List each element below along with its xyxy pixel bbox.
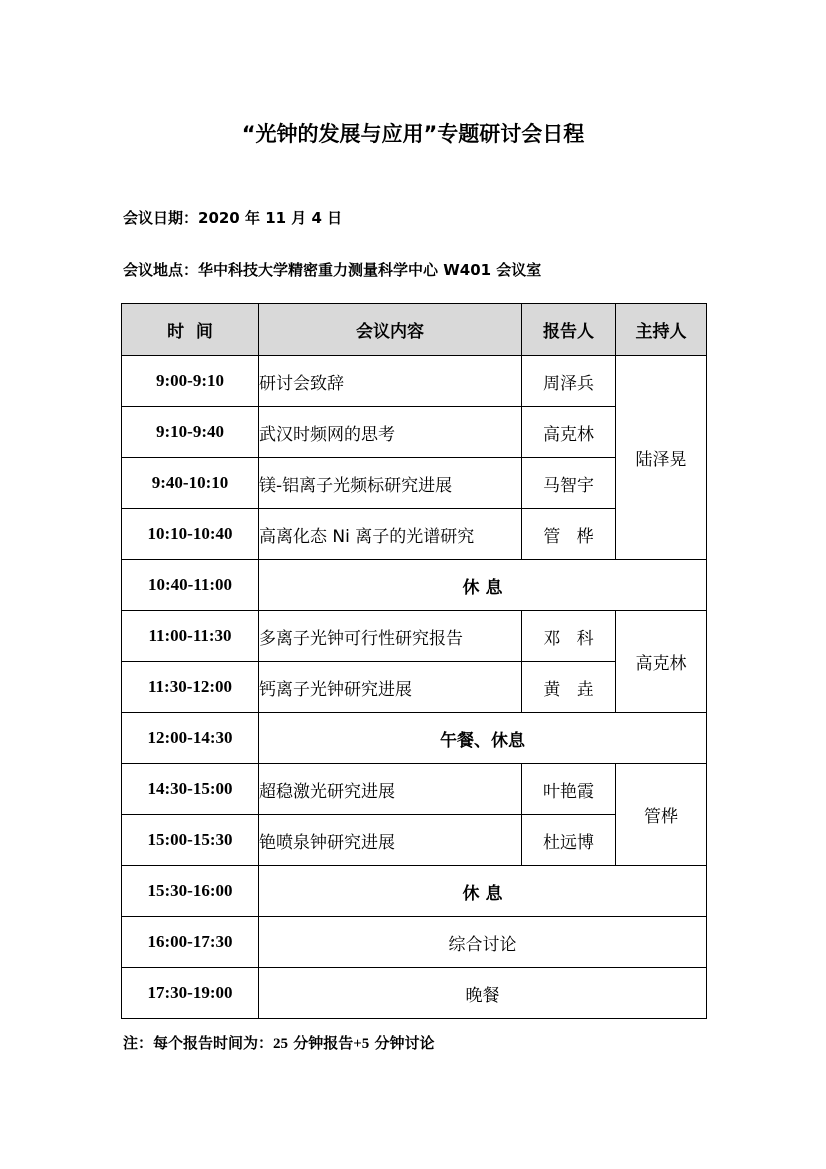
time-cell: 9:00-9:10 — [122, 356, 259, 407]
content-cell: 钙离子光钟研究进展 — [259, 662, 522, 713]
time-cell: 9:10-9:40 — [122, 407, 259, 458]
header-content: 会议内容 — [259, 304, 522, 356]
session-cell: 综合讨论 — [259, 917, 707, 968]
table-row — [122, 611, 707, 662]
speaker-cell: 杜远博 — [522, 815, 616, 866]
break-cell: 休 息 — [259, 866, 707, 917]
content-cell: 武汉时频网的思考 — [259, 407, 522, 458]
content-cell: 镁-铝离子光频标研究进展 — [259, 458, 522, 509]
time-cell: 11:00-11:30 — [122, 611, 259, 662]
time-cell: 10:40-11:00 — [122, 560, 259, 611]
note-prefix: 注：每个报告时间为： — [123, 1034, 274, 1052]
table-row — [122, 356, 707, 407]
table-row — [122, 560, 707, 611]
time-cell: 16:00-17:30 — [122, 917, 259, 968]
header-speaker: 报告人 — [522, 304, 616, 356]
table-row — [122, 866, 707, 917]
speaker-cell: 黄 垚 — [522, 662, 616, 713]
time-cell: 10:10-10:40 — [122, 509, 259, 560]
note-discussion-label: 分钟讨论 — [369, 1034, 435, 1052]
time-cell: 17:30-19:00 — [122, 968, 259, 1019]
session-cell: 晚餐 — [259, 968, 707, 1019]
time-cell: 15:30-16:00 — [122, 866, 259, 917]
header-time: 时 间 — [122, 304, 259, 356]
host-cell: 管桦 — [616, 764, 707, 866]
speaker-cell: 邓 科 — [522, 611, 616, 662]
table-row — [122, 713, 707, 764]
note-report-label: 分钟报告 — [288, 1034, 354, 1052]
speaker-cell: 叶艳霞 — [522, 764, 616, 815]
break-cell: 午餐、休息 — [259, 713, 707, 764]
content-cell: 超稳激光研究进展 — [259, 764, 522, 815]
table-row — [122, 764, 707, 815]
content-cell: 多离子光钟可行性研究报告 — [259, 611, 522, 662]
host-cell: 陆泽晃 — [616, 356, 707, 560]
speaker-cell: 马智宇 — [522, 458, 616, 509]
speaker-cell: 高克林 — [522, 407, 616, 458]
header-host: 主持人 — [616, 304, 707, 356]
table-header-row — [122, 304, 707, 356]
content-cell: 研讨会致辞 — [259, 356, 522, 407]
time-cell: 14:30-15:00 — [122, 764, 259, 815]
content-cell: 铯喷泉钟研究进展 — [259, 815, 522, 866]
page-title: “光钟的发展与应用”专题研讨会日程 — [241, 122, 585, 146]
content-cell: 高离化态 Ni 离子的光谱研究 — [259, 509, 522, 560]
note-report-minutes: 25 — [273, 1036, 289, 1052]
break-cell: 休 息 — [259, 560, 707, 611]
time-cell: 15:00-15:30 — [122, 815, 259, 866]
meeting-date: 会议日期：2020 年 11 月 4 日 — [123, 209, 343, 227]
host-cell: 高克林 — [616, 611, 707, 713]
time-cell: 12:00-14:30 — [122, 713, 259, 764]
meeting-place: 会议地点：华中科技大学精密重力测量科学中心 W401 会议室 — [123, 261, 542, 279]
table-row — [122, 917, 707, 968]
table-row — [122, 968, 707, 1019]
time-cell: 9:40-10:10 — [122, 458, 259, 509]
time-cell: 11:30-12:00 — [122, 662, 259, 713]
speaker-cell: 周泽兵 — [522, 356, 616, 407]
schedule-table — [121, 303, 707, 1019]
speaker-cell: 管 桦 — [522, 509, 616, 560]
footnote — [123, 1032, 435, 1053]
note-discussion-minutes: +5 — [353, 1036, 370, 1052]
